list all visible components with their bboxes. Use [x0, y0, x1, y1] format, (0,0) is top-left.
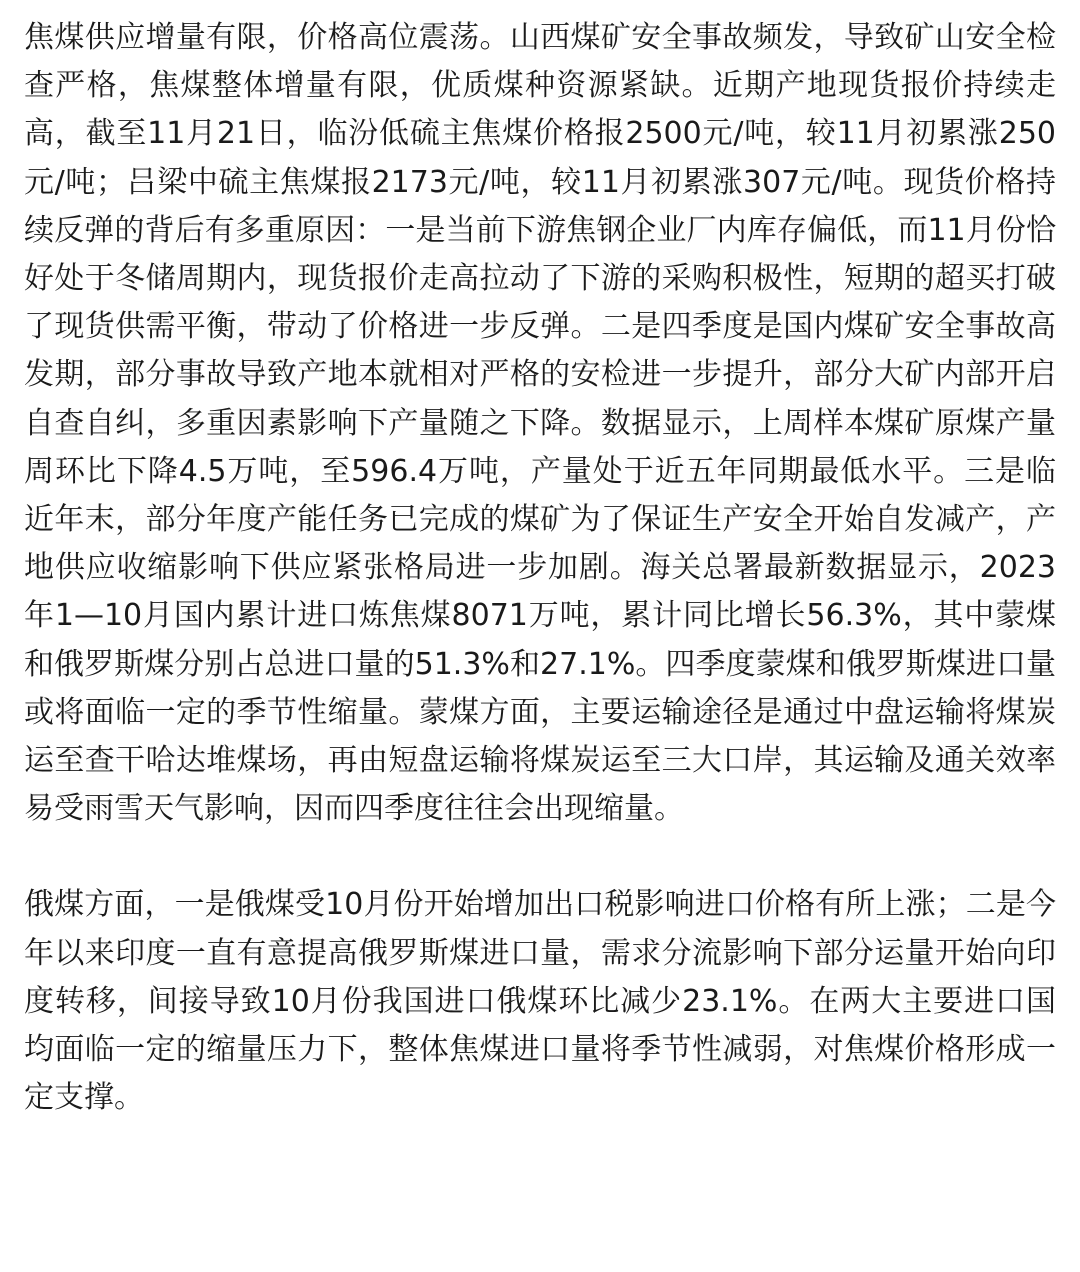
paragraph-russian-coal: 俄煤方面，一是俄煤受10月份开始增加出口税影响进口价格有所上涨；二是今年以来印度一直有意提高俄罗斯煤进口量，需求分流影响下部分运量开始向印度转移，间接导致10月份我国进口俄煤环比减少23.1%。在两大主要进口国均面临一定的缩量压力下，整体焦煤进口量将季节性减弱，对焦煤价格形成一定支撑。: [24, 887, 1056, 1116]
paragraph-coking-coal-supply: 焦煤供应增量有限，价格高位震荡。山西煤矿安全事故频发，导致矿山安全检查严格，焦煤整体增量有限，优质煤种资源紧缺。近期产地现货报价持续走高，截至11月21日，临汾低硫主焦煤价格报2500元/吨，较11月初累涨250元/吨；吕梁中硫主焦煤报2173元/吨，较11月初累涨307元/吨。现货价格持续反弹的背后有多重原因：一是当前下游焦钢企业厂内库存偏低，而11月份恰好处于冬储周期内，现货报价走高拉动了下游的采购积极性，短期的超买打破了现货供需平衡，带动了价格进一步反弹。二是四季度是国内煤矿安全事故高发期，部分事故导致产地本就相对严格的安检进一步提升，部分大矿内部开启自查自纠，多重因素影响下产量随之下降。数据显示，上周样本煤矿原煤产量周环比下降4.5万吨，至596.4万吨，产量处于近五年同期最低水平。三是临近年末，部分年度产能任务已完成的煤矿为了保证生产安全开始自发减产，产地供应收缩影响下供应紧张格局进一步加剧。海关总署最新数据显示，2023年1—10月国内累计进口炼焦煤8071万吨，累计同比增长56.3%，其中蒙煤和俄罗斯煤分别占总进口量的51.3%和27.1%。四季度蒙煤和俄罗斯煤进口量或将面临一定的季节性缩量。蒙煤方面，主要运输途径是通过中盘运输将煤炭运至查干哈达堆煤场，再由短盘运输将煤炭运至三大口岸，其运输及通关效率易受雨雪天气影响，因而四季度往往会出现缩量。: [24, 20, 1056, 827]
